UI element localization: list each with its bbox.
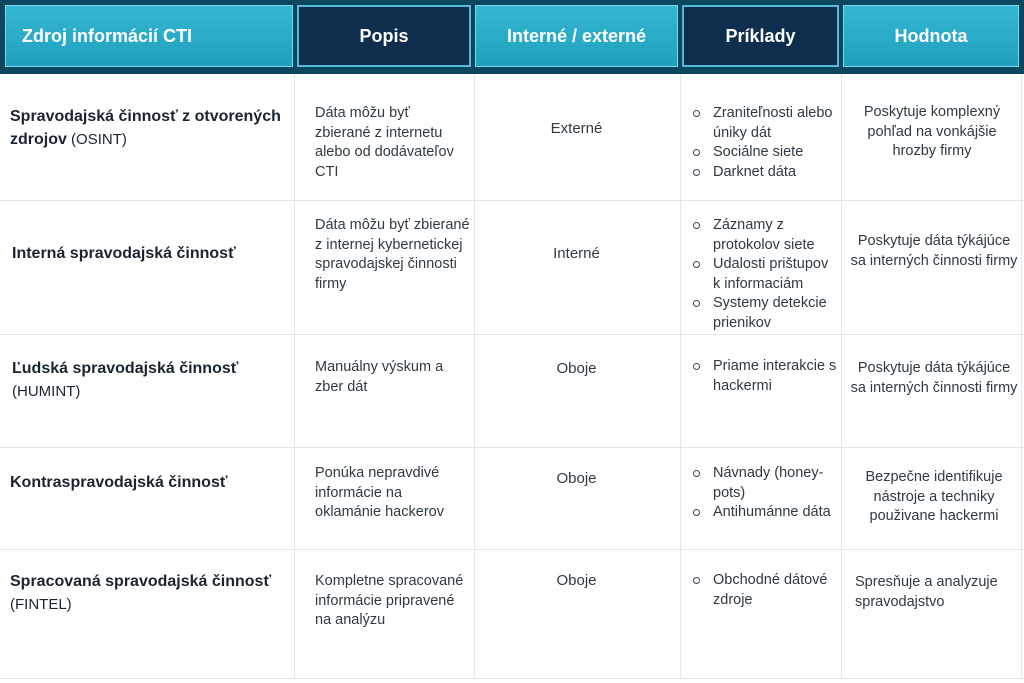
source-name: Spracovaná spravodajská činnosť [10,573,272,590]
example-item: Záznamy z protokolov siete [693,216,839,255]
example-item: Obchodné dátové zdroje [693,571,839,610]
row-divider [0,200,1024,201]
type-cell: Interné [553,245,600,262]
table-header-row [0,0,1024,74]
header-examples: Príklady [682,5,839,67]
source-cell [12,357,290,403]
row-divider [0,549,1024,550]
column-divider [841,74,842,679]
type-cell: Oboje [556,470,597,487]
type-cell: Externé [550,120,603,137]
row-divider [0,678,1024,679]
example-item: Darknet dáta [693,163,839,183]
type-cell: Oboje [556,572,597,589]
header-source: Zdroj informácií CTI [5,5,293,67]
source-name: Kontraspravodajská činnosť [10,474,228,491]
type-cell: Oboje [556,360,597,377]
header-description: Popis [297,5,471,67]
description-cell: Dáta môžu byť zbierané z internetu alebo od dodávateľov CTI [315,105,454,180]
value-cell: Spresňuje a analyzuje spravodajstvo [855,574,998,610]
examples-cell [693,104,839,182]
description-cell: Dáta môžu byť zbierané z internej kybernetickej spravodajskej činnosti firmy [315,217,470,292]
value-cell: Poskytuje komplexný pohľad na vonkájšie hrozby firmy [863,104,1001,159]
source-abbrev: (FINTEL) [10,596,72,613]
description-cell: Ponúka nepravdivé informácie na oklamánie hackerov [315,465,444,520]
examples-cell [693,571,839,610]
row-divider [0,447,1024,448]
source-cell [12,242,290,265]
example-item: Udalosti prištupov k informaciám [693,255,839,294]
column-divider [680,74,681,679]
header-value: Hodnota [843,5,1019,67]
example-item: Zraniteľnosti alebo úniky dát [693,104,839,143]
example-item: Priame interakcie s hackermi [693,357,839,396]
source-cell [10,570,288,616]
value-cell: Poskytuje dáta týkájúce sa interných činnosti firmy [850,233,1018,269]
description-cell: Manuálny výskum a zber dát [315,359,444,395]
example-item: Sociálne siete [693,143,839,163]
value-cell: Bezpečne identifikuje nástroje a techniky použivane hackermi [865,469,1003,524]
column-divider [294,74,295,679]
column-divider [1021,74,1022,679]
source-cell [10,471,288,494]
source-name: Ľudská spravodajská činnosť [12,360,239,377]
source-cell [10,105,288,151]
example-item: Návnady (honey-pots) [693,464,839,503]
example-item: Antihumánne dáta [693,503,839,523]
examples-cell [693,357,839,396]
source-name: Interná spravodajská činnosť [12,245,236,262]
examples-cell [693,464,839,523]
examples-cell [693,216,839,333]
header-type: Interné / externé [475,5,678,67]
value-cell: Poskytuje dáta týkájúce sa interných činnosti firmy [850,360,1018,396]
example-item: Systemy detekcie prienikov [693,294,839,333]
description-cell: Kompletne spracované informácie pripravené na analýzu [315,573,464,628]
source-abbrev: (HUMINT) [12,383,81,400]
source-abbrev: (OSINT) [66,131,127,148]
source-name: Spravodajská činnosť z otvorených zdrojov [10,108,281,148]
row-divider [0,334,1024,335]
